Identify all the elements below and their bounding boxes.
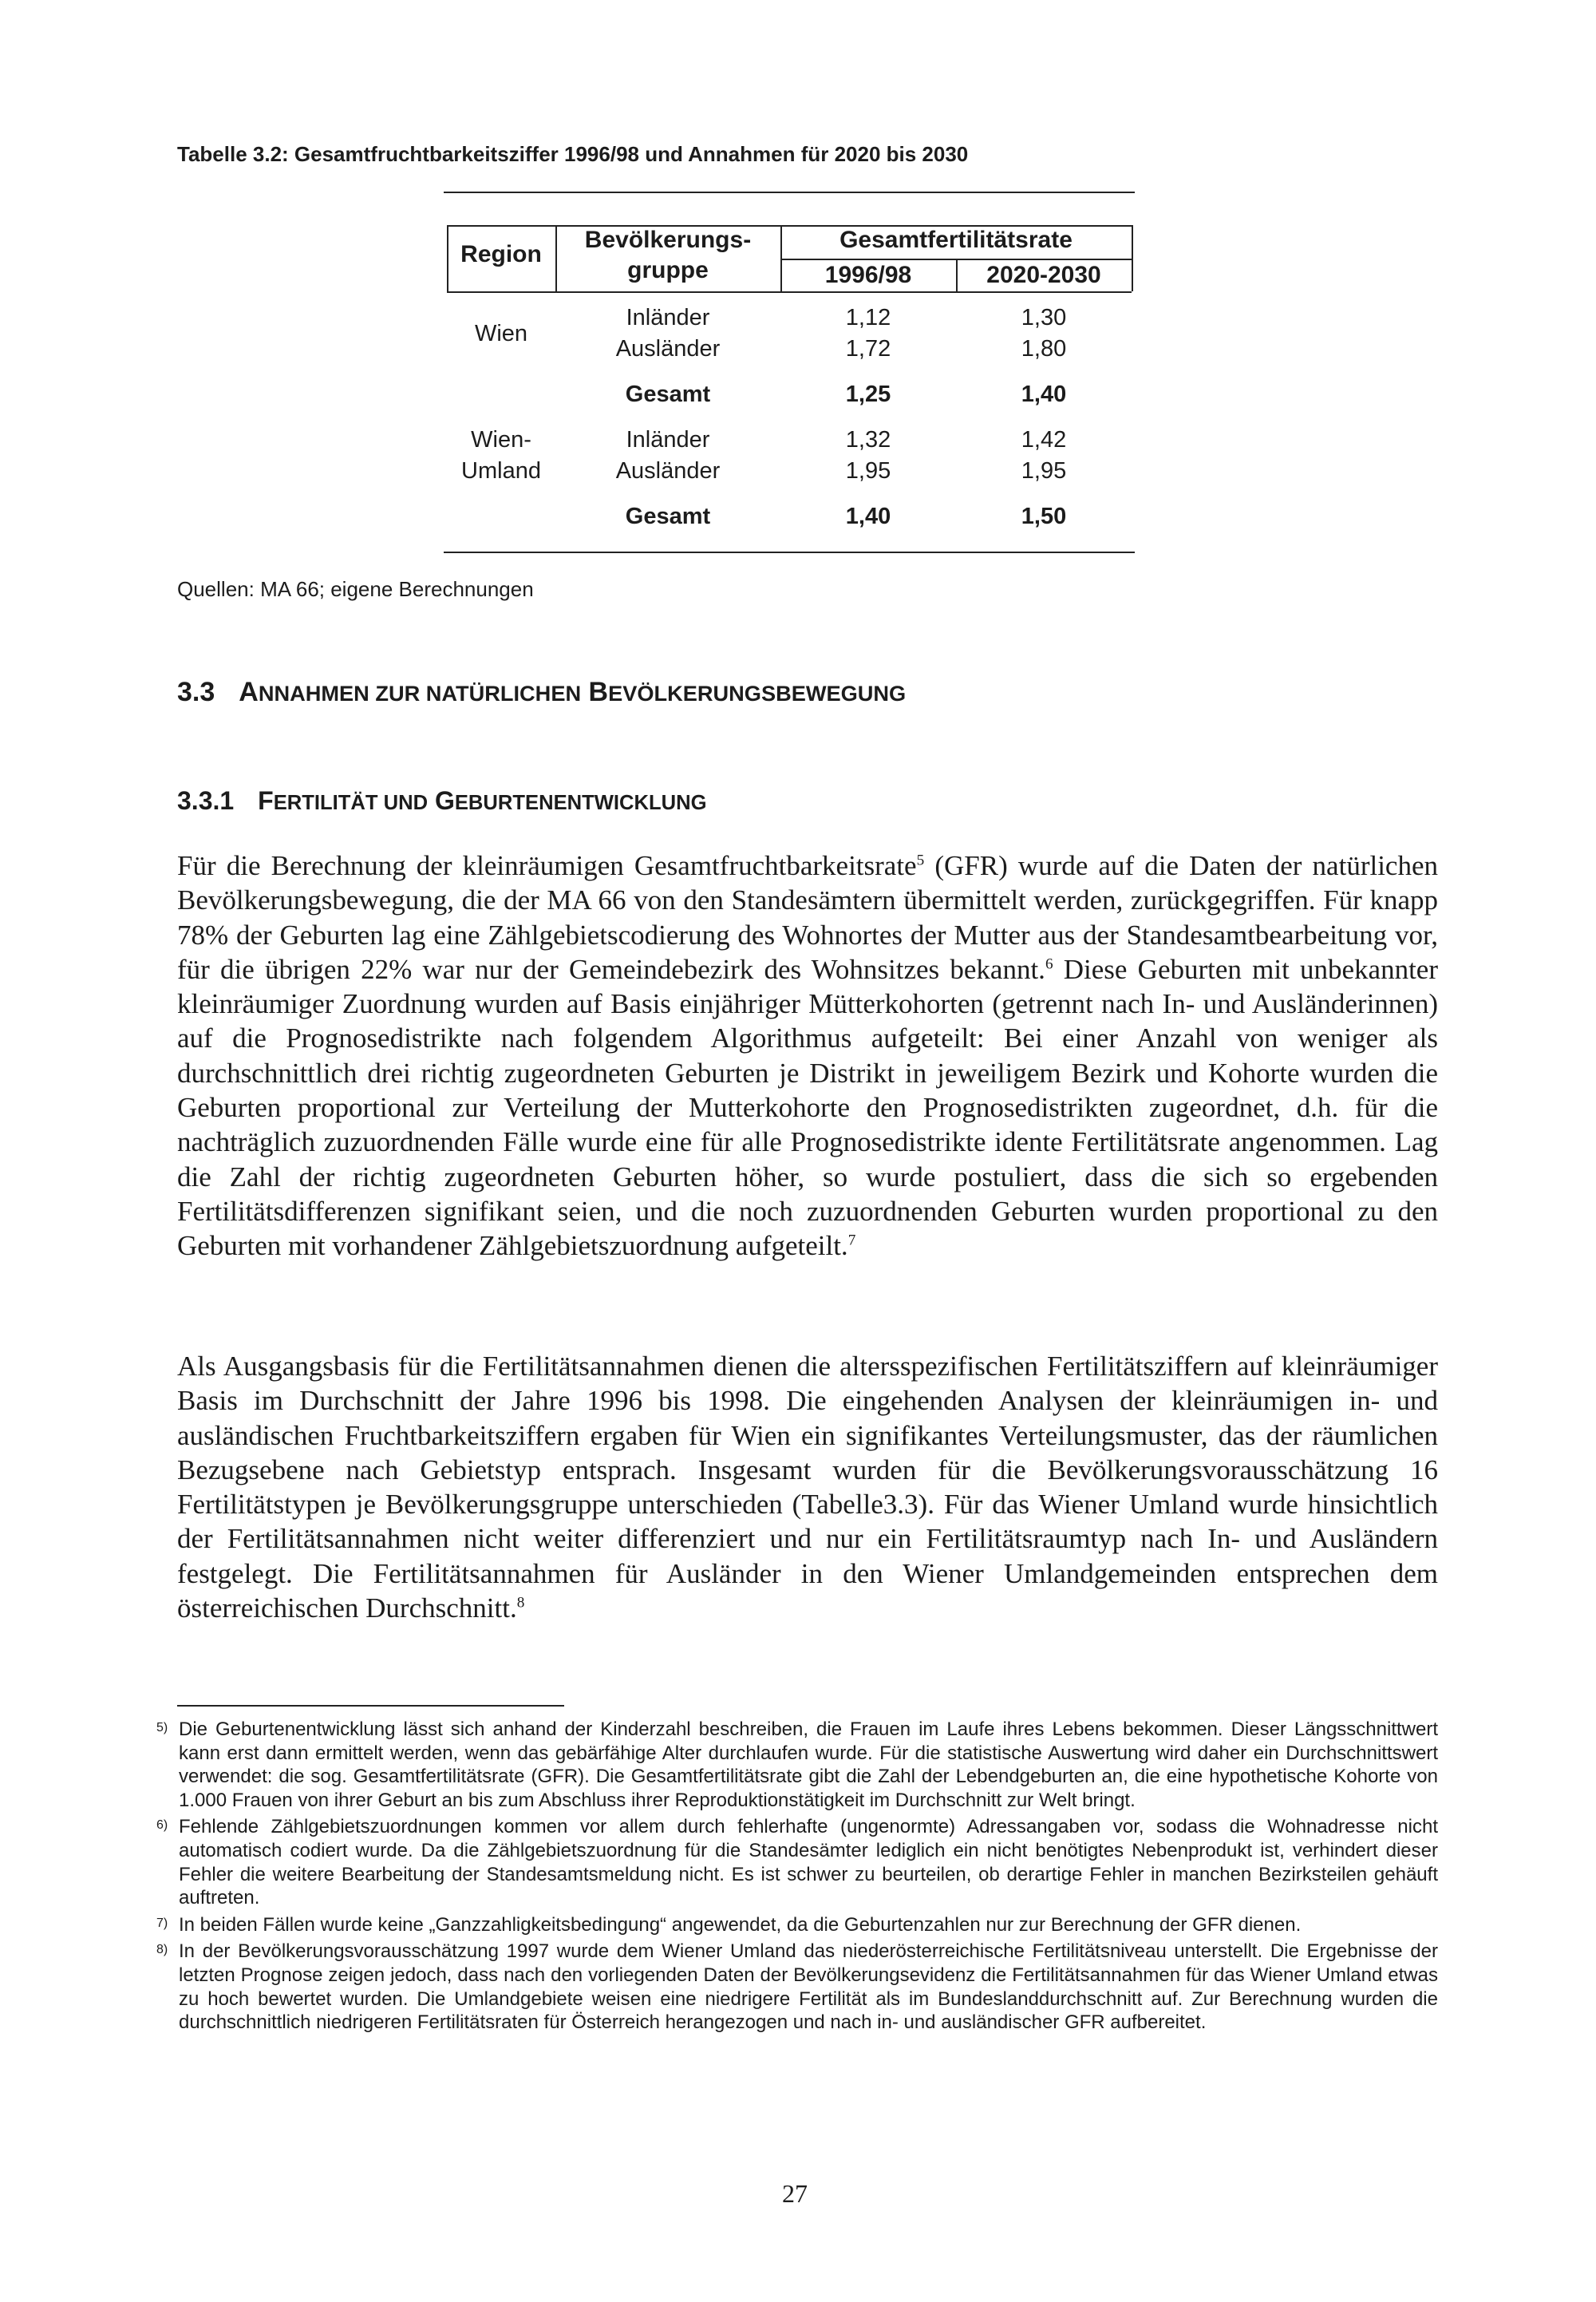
footnote-mark: 6)	[156, 1818, 168, 1833]
paragraph-text: Als Ausgangsbasis für die Fertilitätsannahmen dienen die altersspezifischen Fertilitätsziffern auf kleinräumiger Basis im Durchschnitt der Jahre 1996 bis 1998. Die eingehenden Analysen der kleinräumigen in- und ausländischen Fruchtbarkeitsziffern ergaben für Wien ein signifikantes Verteilungsmuster, das der räumlichen Bezugsebene nach Gebietstyp entsprach. Insgesamt wurden für die Bevölkerungsvorausschätzung 16 Fertilitätstypen je Bevölkerungsgruppe unterschieden (Tabelle3.3). Für das Wiener Umland wurde hinsichtlich der Fertilitätsannahmen nicht weiter differenziert und nur ein Fertilitätsraumtyp nach In- und Ausländern festgelegt. Die Fertilitätsannahmen für Ausländer in den Wiener Umlandgemeinden entsprechen dem österreichischen Durchschnitt.	[177, 1351, 1438, 1624]
footnote-mark: 8)	[156, 1943, 168, 1957]
heading-smallcaps: NNAHMEN ZUR NATÜRLICHEN	[258, 681, 582, 706]
footnote-text: Fehlende Zählgebietszuordnungen kommen vor allem durch fehlerhafte (ungenormte) Adressangaben vor, sodass die Wohnadresse nicht automatisch codiert wurde. Da die Zählgebietszuordnung für die Standesämter lediglich ein nicht benötigtes Nebenprodukt ist, verhindert dieser Fehler die weitere Bearbeitung der Standesamtsmeldung nicht. Es ist schwer zu beurteilen, ob derartige Fehler in manchen Bezirksteilen gehäuft auftreten.	[179, 1816, 1438, 1909]
group-label: Ausländer	[615, 458, 721, 484]
group-label: Inländer	[626, 305, 710, 330]
total-value: 1,25	[845, 382, 891, 407]
value-cell: 1,80	[1021, 336, 1067, 362]
value-cell: 1,95	[1021, 458, 1067, 484]
value-cell: 1,42	[1021, 427, 1067, 453]
body-paragraph	[177, 1349, 1438, 1625]
subsection-number: 3.3.1	[177, 786, 235, 815]
header-group-line1: Bevölkerungs-	[584, 227, 752, 253]
value-cell: 1,72	[845, 336, 891, 362]
footnote-text: In beiden Fällen wurde keine „Ganzzahligkeitsbedingung“ angewendet, da die Geburtenzahlen nur zur Berechnung der GFR dienen.	[179, 1913, 1302, 1936]
total-label: Gesamt	[625, 504, 711, 529]
heading-initial: G	[434, 786, 455, 815]
footnote-mark: 7)	[156, 1916, 168, 1930]
header-group-line2: gruppe	[627, 257, 709, 283]
section-heading	[177, 677, 906, 708]
table-bottom-rule	[444, 552, 1135, 553]
region-label: Wien	[474, 321, 528, 346]
group-label: Inländer	[626, 427, 710, 453]
footnote	[156, 1815, 1438, 1909]
fertility-table	[444, 222, 1135, 554]
heading-smallcaps: EBURTENENTWICKLUNG	[454, 792, 707, 814]
group-label: Ausländer	[615, 336, 721, 362]
footnote-ref[interactable]: 5	[916, 852, 925, 869]
heading-initial: F	[258, 786, 274, 815]
footnote-divider	[177, 1705, 564, 1707]
heading-initial: A	[239, 677, 259, 707]
header-right-rule	[1132, 225, 1133, 291]
page-number: 27	[782, 2179, 808, 2208]
footnote	[156, 1940, 1438, 2034]
total-label: Gesamt	[625, 382, 711, 407]
footnote-ref[interactable]: 7	[847, 1232, 856, 1249]
total-value: 1,40	[1021, 382, 1067, 407]
heading-initial: B	[588, 677, 609, 707]
caption-divider	[444, 192, 1135, 193]
value-cell: 1,32	[845, 427, 891, 453]
header-period-2020: 2020-2030	[986, 262, 1101, 288]
table-sources: Quellen: MA 66; eigene Berechnungen	[177, 577, 534, 601]
value-cell: 1,12	[845, 305, 891, 330]
footnotes	[156, 1718, 1438, 2038]
value-cell: 1,30	[1021, 305, 1067, 330]
table-caption: Tabelle 3.2: Gesamtfruchtbarkeitsziffer 1996/98 und Annahmen für 2020 bis 2030	[177, 142, 969, 166]
header-period-1996: 1996/98	[824, 262, 912, 288]
total-value: 1,50	[1021, 504, 1067, 529]
region-label: Wien-	[471, 427, 531, 453]
footnote-text: Die Geburtenentwicklung lässt sich anhand der Kinderzahl beschreiben, die Frauen im Laufe ihres Lebens bekommen. Dieser Längsschnittwert kann erst dann ermittelt werden, wenn das gebärfähige Alter durchlaufen wurde. Für die statistische Auswertung wird daher ein Durchschnittswert verwendet: die sog. Gesamtfertilitätsrate (GFR). Die Gesamtfertilitätsrate gibt die Zahl der Lebendgeburten an, die eine hypothetische Kohorte von 1.000 Frauen von ihrer Geburt an bis zum Abschluss ihrer Reproduktionstätigkeit im Durchschnitt zur Welt bringt.	[179, 1719, 1438, 1811]
footnote-ref[interactable]: 8	[516, 1594, 525, 1612]
header-region: Region	[460, 241, 542, 267]
footnote-mark: 5)	[156, 1721, 168, 1734]
paragraph-text: Für die Berechnung der kleinräumigen Gesamtfruchtbarkeitsrate	[177, 850, 917, 881]
value-cell: 1,95	[845, 458, 891, 484]
body-paragraph	[177, 848, 1438, 1264]
heading-smallcaps: EVÖLKERUNGSBEWEGUNG	[608, 681, 907, 706]
section-number: 3.3	[177, 677, 215, 707]
paragraph-text: Diese Geburten mit unbekannter kleinräumiger Zuordnung wurden auf Basis einjähriger Mütterkohorten (getrennt nach In- und Ausländerinnen) auf die Prognosedistrikte nach folgendem Algorithmus aufgeteilt: Bei einer Anzahl von weniger als durchschnittlich drei richtig zugeordneten Geburten je Distrikt in jeweiligem Bezirk und Kohorte wurden die Geburten proportional zur Verteilung der Mutterkohorte den Prognosedistrikten zugeordnet, d.h. für die nachträglich zuzuordnenden Fälle wurde eine für alle Prognosedistrikte idente Fertilitätsrate angenommen. Lag die Zahl der richtig zugeordneten Geburten höher, so wurde postuliert, dass die sich so ergebenden Fertilitätsdifferenzen signifikant seien, und die noch zuzuordnenden Geburten wurden proportional zu den Geburten mit vorhandener Zählgebietszuordnung aufgeteilt.	[177, 953, 1438, 1262]
region-label: Umland	[461, 458, 541, 484]
paragraph-text: (GFR) wurde auf die Daten der natürlichen Bevölkerungsbewegung, die der MA 66 von den Standesämtern übermittelt werden, zurückgegriffen. Für knapp 78% der Geburten lag eine Zählgebietscodierung des Wohnortes der Mutter aus der Standesamtbearbeitung vor, für die übrigen 22% war nur der Gemeindebezirk des Wohnsitzes bekannt.	[177, 850, 1438, 985]
total-value: 1,40	[845, 504, 891, 529]
header-rate: Gesamtfertilitätsrate	[839, 227, 1073, 253]
footnote	[156, 1913, 1438, 1937]
header-bottom-rule	[447, 291, 1132, 293]
footnote	[156, 1718, 1438, 1812]
footnote-ref[interactable]: 6	[1045, 955, 1053, 973]
footnote-text: In der Bevölkerungsvorausschätzung 1997 wurde dem Wiener Umland das niederösterreichische Fertilitätsniveau unterstellt. Die Ergebnisse der letzten Prognose zeigen jedoch, dass nach den vorliegenden Daten der Bevölkerungsevidenz die Fertilitätsannahmen für das Wiener Umland etwas zu hoch bewertet wurden. Die Umlandgebiete weisen eine niedrigere Fertilität als im Bundeslanddurchschnitt auf. Zur Berechnung wurden die durchschnittlich niedrigeren Fertilitätsraten für Österreich herangezogen und nach in- und ausländischer GFR aufbereitet.	[179, 1940, 1438, 2034]
heading-smallcaps: ERTILITÄT UND	[273, 792, 429, 814]
subsection-heading	[177, 786, 707, 816]
